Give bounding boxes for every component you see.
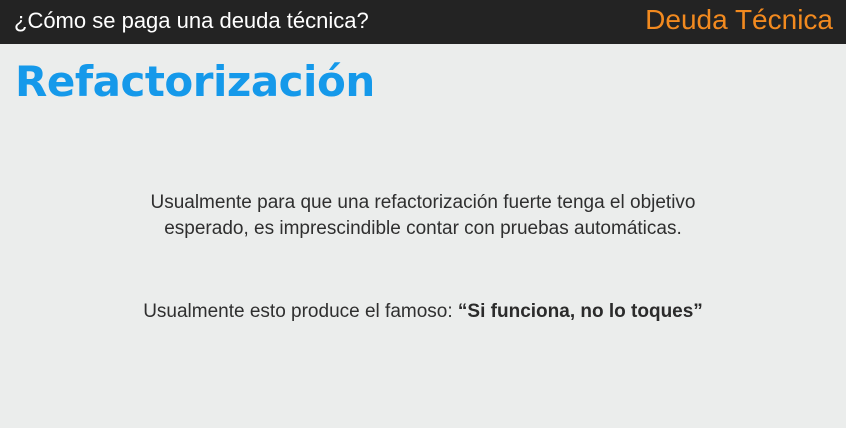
famous-saying-paragraph <box>0 299 846 325</box>
slide-question: ¿Cómo se paga una deuda técnica? <box>14 8 369 33</box>
top-bar <box>0 0 846 44</box>
brand-title: Deuda Técnica <box>645 4 833 35</box>
famous-saying-intro: Usualmente esto produce el famoso: <box>143 301 453 322</box>
explanation-line-1: Usualmente para que una refactorización fuerte tenga el objetivo <box>150 192 696 213</box>
explanation-paragraph <box>0 190 846 242</box>
slide-title: Refactorización <box>15 57 375 106</box>
explanation-line-2: esperado, es imprescindible contar con pruebas automáticas. <box>164 218 682 239</box>
famous-saying-quote: “Si funciona, no lo toques” <box>457 301 703 322</box>
